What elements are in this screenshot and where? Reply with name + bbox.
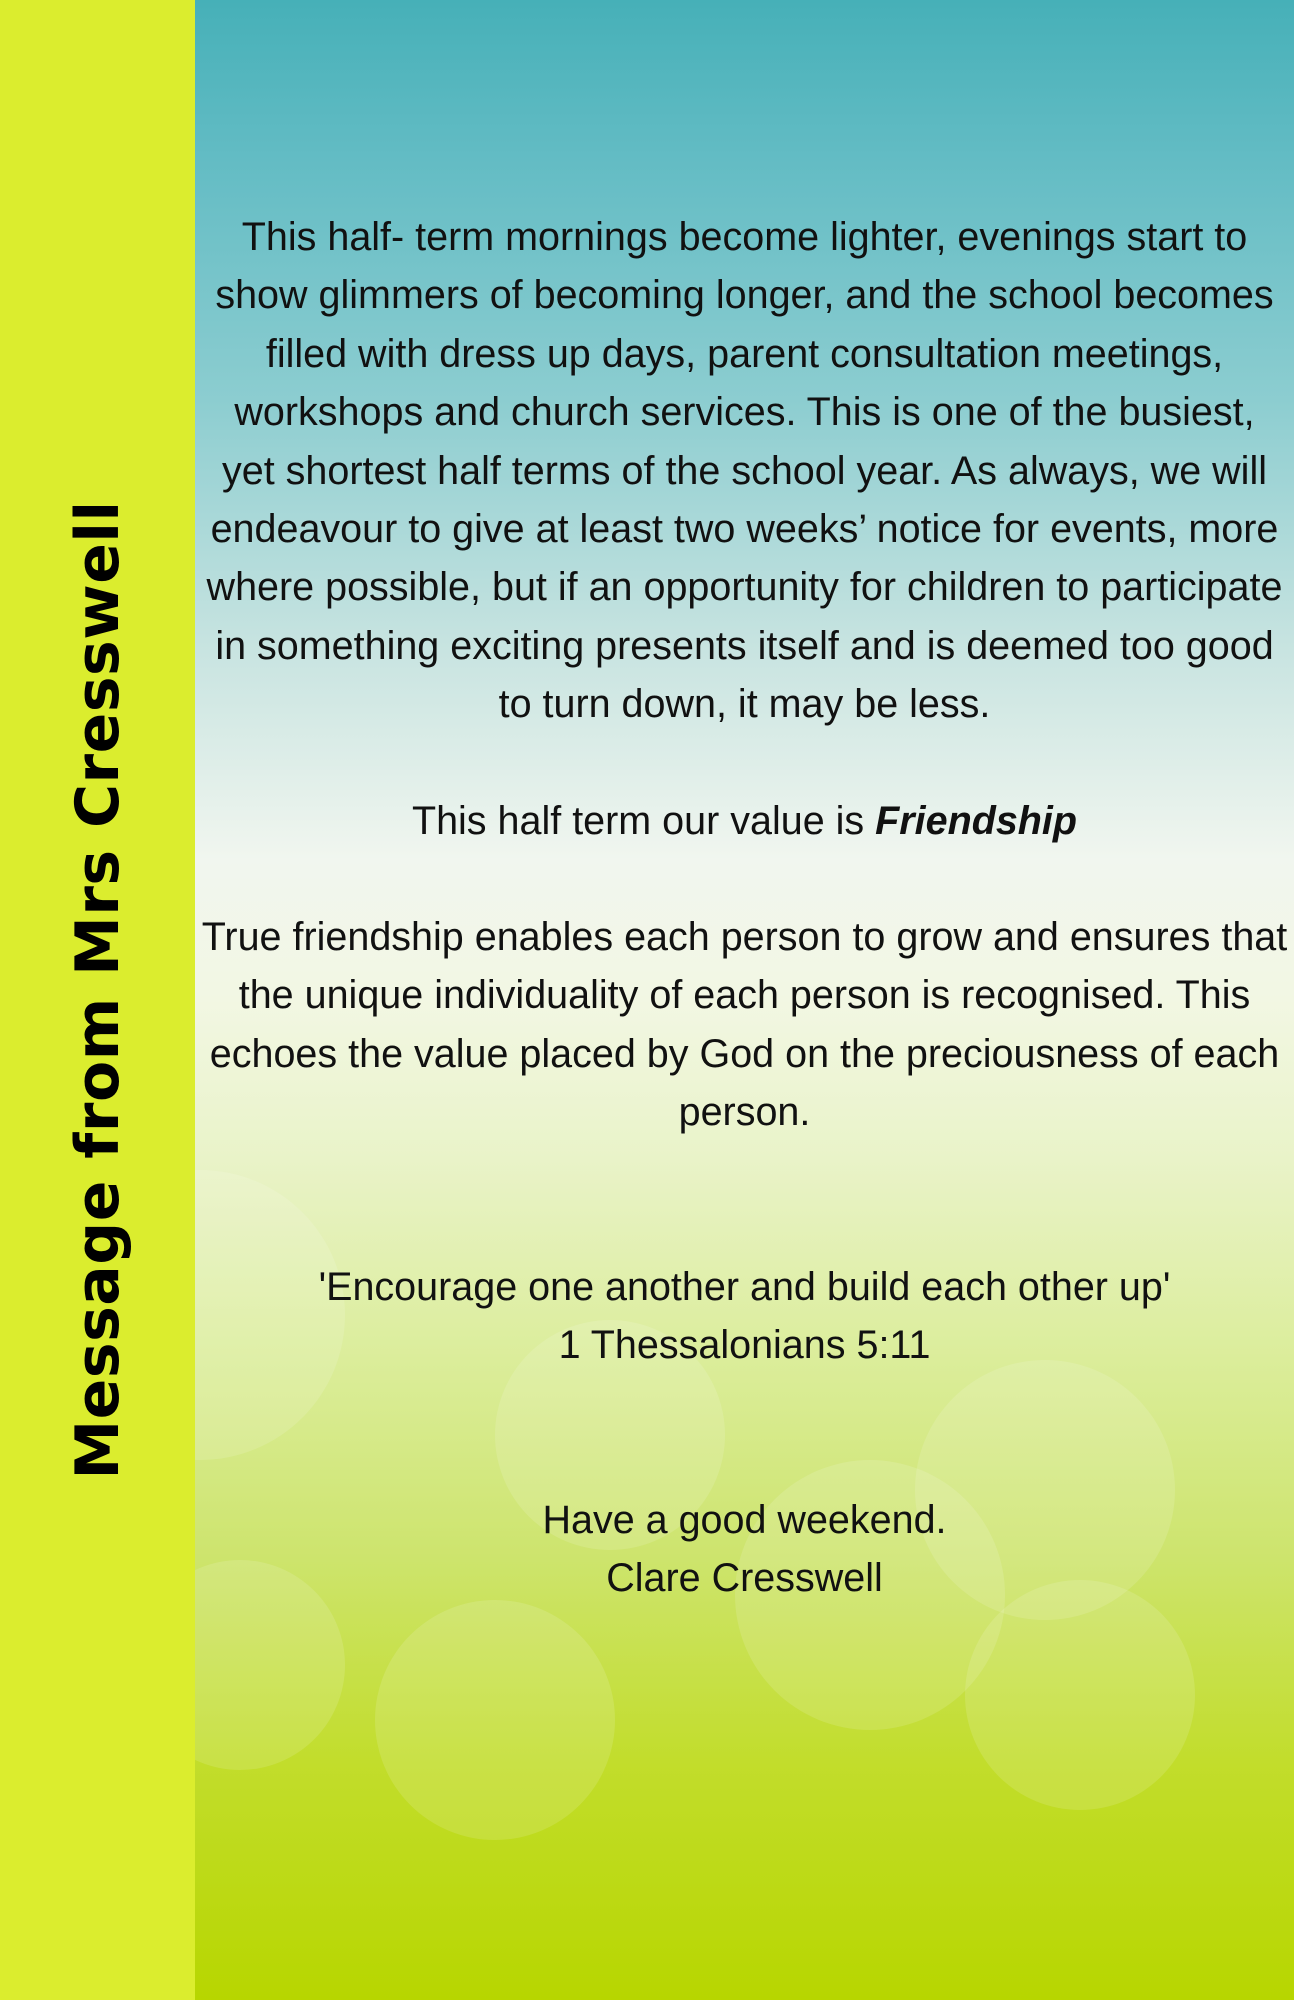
value-intro: This half term our value is bbox=[411, 798, 876, 843]
message-panel bbox=[195, 0, 1294, 2000]
intro-paragraph: This half- term mornings become lighter, evenings start to show glimmers of becoming longer, and the school becomes filled with dress up days, parent consultation meetings, workshops and church services. This is one of the busiest, yet shortest half terms of the school year. As always, we will endeavour to give at least two weeks’ notice for events, more where possible, but if an opportunity for children to participate in something exciting presents itself and is deemed too good to turn down, it may be less. bbox=[206, 215, 1283, 727]
closing-line: Have a good weekend. bbox=[542, 1497, 947, 1542]
sidebar-title: Message from Mrs Cresswell bbox=[63, 500, 133, 1480]
value-name: Friendship bbox=[875, 798, 1078, 843]
signature: Clare Cresswell bbox=[606, 1555, 883, 1600]
bible-quote: 'Encourage one another and build each other up' bbox=[318, 1264, 1171, 1309]
bokeh-circle bbox=[375, 1600, 615, 1840]
bokeh-circle bbox=[965, 1580, 1195, 1810]
sidebar-band bbox=[0, 0, 195, 2000]
message-content bbox=[195, 208, 1294, 1607]
friendship-paragraph: True friendship enables each person to grow and ensures that the unique individuality of each person is recognised. This echoes the value placed by God on the preciousness of each person. bbox=[201, 915, 1288, 1135]
value-line bbox=[195, 792, 1294, 850]
bible-reference: 1 Thessalonians 5:11 bbox=[558, 1323, 931, 1368]
